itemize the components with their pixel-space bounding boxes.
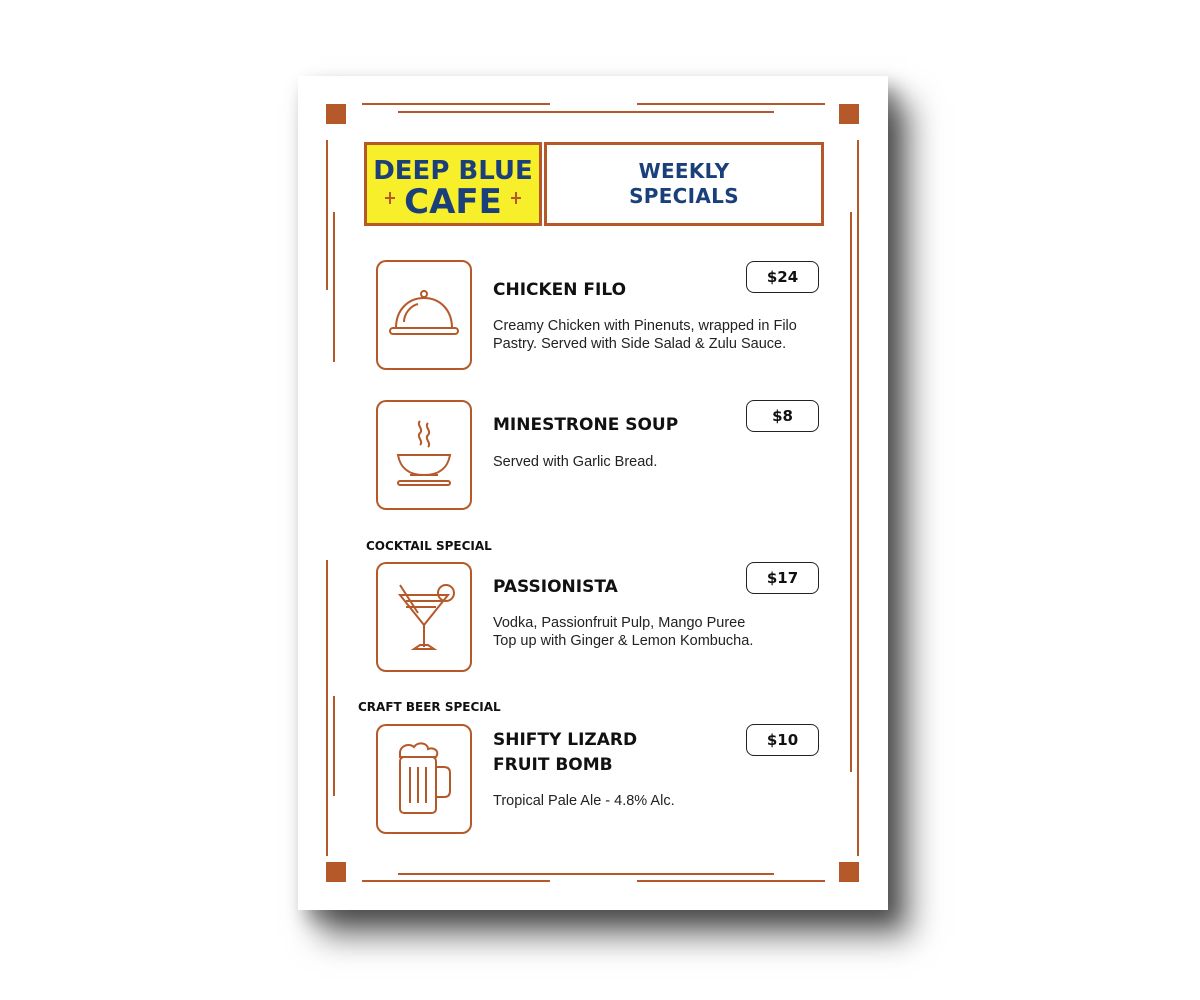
logo-ornament-left: [385, 192, 395, 204]
bottom-rule: [362, 880, 550, 882]
item-description: [493, 453, 833, 471]
menu-item-icon-box: [376, 562, 472, 672]
corner-square-bottom-right: [839, 862, 859, 882]
item-name: [493, 728, 637, 778]
item-name: PASSIONISTA: [493, 577, 618, 597]
left-rule: [333, 212, 335, 362]
left-rule: [326, 560, 328, 856]
right-rule: [850, 212, 852, 772]
top-rule: [637, 103, 825, 105]
cocktail-glass-icon: [384, 577, 464, 657]
section-label-craft-beer: CRAFT BEER SPECIAL: [358, 700, 501, 714]
item-description-line: Tropical Pale Ale - 4.8% Alc.: [493, 793, 675, 809]
left-rule: [333, 696, 335, 796]
item-description: [493, 614, 833, 650]
menu-item-icon-box: [376, 724, 472, 834]
item-description-line: Vodka, Passionfruit Pulp, Mango Puree: [493, 615, 746, 631]
item-name: MINESTRONE SOUP: [493, 415, 679, 435]
left-rule: [326, 140, 328, 290]
menu-page: [298, 76, 888, 910]
menu-item-icon-box: [376, 400, 472, 510]
menu-item-icon-box: [376, 260, 472, 370]
soup-bowl-icon: [384, 415, 464, 495]
item-description-line: Pastry. Served with Side Salad & Zulu Sauce.: [493, 336, 787, 352]
price-badge: $10: [746, 724, 819, 756]
cafe-logo: [364, 142, 542, 226]
corner-square-top-right: [839, 104, 859, 124]
right-rule: [857, 140, 859, 856]
item-description: [493, 317, 833, 353]
item-description-line: Top up with Ginger & Lemon Kombucha.: [493, 633, 754, 649]
title-line1: WEEKLY: [638, 159, 730, 183]
bottom-rule: [637, 880, 825, 882]
corner-square-top-left: [326, 104, 346, 124]
bottom-rule: [398, 873, 774, 875]
beer-mug-icon: [384, 739, 464, 819]
item-description-line: Creamy Chicken with Pinenuts, wrapped in Filo: [493, 318, 797, 334]
price-badge: $8: [746, 400, 819, 432]
top-rule: [398, 111, 774, 113]
cafe-logo-art: [367, 145, 539, 223]
price-badge: $24: [746, 261, 819, 293]
cloche-icon: [384, 280, 464, 350]
logo-line2: CAFE: [404, 182, 502, 222]
top-rule: [362, 103, 550, 105]
item-description: [493, 792, 833, 810]
price-badge: $17: [746, 562, 819, 594]
section-label-cocktail: COCKTAIL SPECIAL: [366, 539, 492, 553]
item-description-line: Served with Garlic Bread.: [493, 454, 658, 470]
item-name-line: SHIFTY LIZARD: [493, 730, 638, 750]
title-line2: SPECIALS: [629, 184, 739, 208]
item-name-line: FRUIT BOMB: [493, 755, 613, 775]
item-name: CHICKEN FILO: [493, 280, 627, 300]
weekly-specials-title: [544, 142, 824, 226]
logo-line1: DEEP BLUE: [373, 156, 533, 186]
corner-square-bottom-left: [326, 862, 346, 882]
logo-ornament-right: [511, 192, 521, 204]
